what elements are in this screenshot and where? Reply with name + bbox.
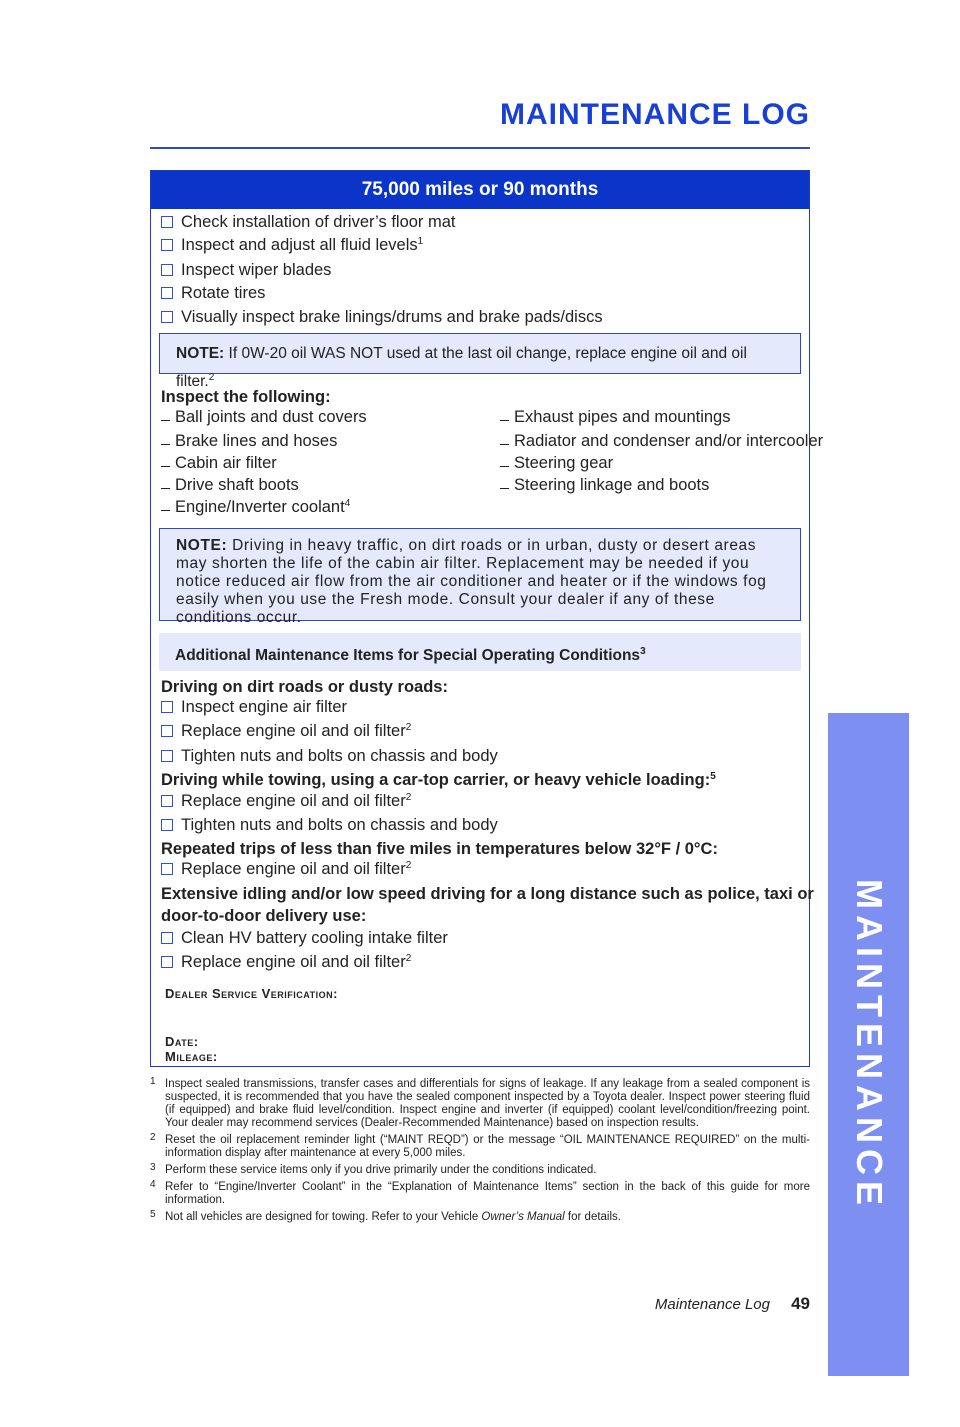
mileage-label: Mileage: [165,1049,218,1064]
section-side-tab [828,713,909,1376]
section-heading: Driving while towing, using a car-top carrier, or heavy vehicle loading:$^5$ [161,771,716,789]
dash-icon [500,466,509,467]
footnote: 4 Refer to “Engine/Inverter Coolant” in the “Explanation of Maintenance Items” section in the back of this guide for more information. [150,1179,810,1206]
checkbox-icon[interactable] [161,311,173,323]
checkbox-icon[interactable] [161,725,173,737]
maintenance-box [150,170,824,1067]
dash-icon [161,420,170,421]
page-title: MAINTENANCE LOG [500,98,810,131]
checklist-item[interactable]: Visually inspect brake linings/drums and brake pads/discs [161,308,603,327]
checkbox-icon[interactable] [161,750,173,762]
title-divider [150,147,810,149]
footnote: 5 Not all vehicles are designed for towing. Refer to your Vehicle Owner’s Manual for details. [150,1209,621,1223]
checklist-item[interactable]: Clean HV battery cooling intake filter [161,929,448,948]
inspect-item: Brake lines and hoses [161,432,337,451]
checklist-item[interactable]: Check installation of driver’s floor mat [161,213,456,232]
checkbox-icon[interactable] [161,956,173,968]
inspect-item: Ball joints and dust covers [161,408,367,427]
checkbox-icon[interactable] [161,795,173,807]
dash-icon [161,466,170,467]
checkbox-icon[interactable] [161,932,173,944]
section-heading: Repeated trips of less than five miles in temperatures below 32°F / 0°C: [161,840,718,858]
section-heading: Driving on dirt roads or dusty roads: [161,678,448,696]
dash-icon [500,488,509,489]
footnote: 3 Perform these service items only if you drive primarily under the conditions indicated. [150,1162,597,1176]
checklist-item[interactable]: Rotate tires [161,284,265,303]
dash-icon [500,420,509,421]
checklist-item[interactable]: Tighten nuts and bolts on chassis and body [161,816,498,835]
checklist-item[interactable]: Tighten nuts and bolts on chassis and body [161,747,498,766]
inspect-item: Exhaust pipes and mountings [500,408,730,427]
checklist-item[interactable]: Replace engine oil and oil filter$^2$ [161,722,411,741]
footer-section-label: Maintenance Log [654,1296,770,1313]
checkbox-icon[interactable] [161,819,173,831]
dealer-verification-label: Dealer Service Verification: [165,986,338,1001]
checkbox-icon[interactable] [161,863,173,875]
inspect-item: Engine/Inverter coolant$^4$ [161,498,350,517]
checklist-item[interactable]: Replace engine oil and oil filter$^2$ [161,792,411,811]
checkbox-icon[interactable] [161,701,173,713]
cabin-filter-note: NOTE: Driving in heavy traffic, on dirt roads or in urban, dusty or desert areas may shorten the life of the cabin air filter. Replacement may be needed if you notice reduced air flow from the air conditioner and heater or if the windows fog easily when you use the Fresh mode. Consult your dealer if any of these conditions occur. [159,528,801,621]
inspect-item: Steering linkage and boots [500,476,709,495]
inspect-item: Radiator and condenser and/or intercooler [500,432,823,451]
checkbox-icon[interactable] [161,287,173,299]
side-tab-label: MAINTENANCE [848,878,890,1211]
inspect-item: Drive shaft boots [161,476,299,495]
checklist-item[interactable]: Inspect engine air filter [161,698,347,717]
section-heading-cont: door-to-door delivery use: [161,907,367,925]
checkbox-icon[interactable] [161,239,173,251]
checklist-item[interactable]: Inspect and adjust all fluid levels$^1$ [161,236,423,255]
dash-icon [161,510,170,511]
checklist-item[interactable]: Inspect wiper blades [161,261,331,280]
footnote: 2 Reset the oil replacement reminder light (“MAINT REQD”) or the message “OIL MAINTENANCE REQUIRED” on the multi-information display after maintenance at every 5,000 miles. [150,1132,810,1159]
checkbox-icon[interactable] [161,216,173,228]
section-heading: Extensive idling and/or low speed driving for a long distance such as police, taxi or [161,885,814,903]
checklist-item[interactable]: Replace engine oil and oil filter$^2$ [161,953,411,972]
additional-items-banner: Additional Maintenance Items for Special Operating Conditions$^3$ [159,633,801,671]
page-number: 49 [791,1294,810,1313]
interval-header: 75,000 miles or 90 months [151,171,809,209]
inspect-item: Steering gear [500,454,613,473]
dash-icon [161,488,170,489]
checkbox-icon[interactable] [161,264,173,276]
footnote: 1 Inspect sealed transmissions, transfer cases and differentials for signs of leakage. If any leakage from a sealed component is suspected, it is recommended that you have the sealed component inspected by a Toyota dealer. Inspect power steering fluid (if equipped) and brake fluid level/condition. Inspect engine and inverter (if equipped) coolant level/condition/freezing point. Your dealer may recommend services (Dealer-Recommended Maintenance) based on inspection results. [150,1076,810,1129]
oil-note: NOTE: If 0W-20 oil WAS NOT used at the last oil change, replace engine oil and oil filter.$^2$ [159,333,801,374]
inspect-item: Cabin air filter [161,454,277,473]
dash-icon [500,444,509,445]
date-label: Date: [165,1034,199,1049]
footnotes [150,1078,810,1228]
checklist-item[interactable]: Replace engine oil and oil filter$^2$ [161,860,411,879]
inspect-heading: Inspect the following: [161,388,331,406]
dash-icon [161,444,170,445]
